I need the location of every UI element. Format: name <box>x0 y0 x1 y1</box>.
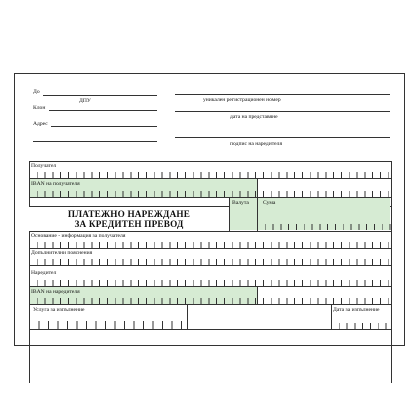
amount-char-boxes[interactable] <box>257 224 391 230</box>
submission-date-line[interactable] <box>175 111 390 112</box>
payer-label: Наредител <box>31 270 57 276</box>
rule <box>29 231 391 232</box>
rule <box>29 329 391 330</box>
form-title-line-1: ПЛАТЕЖНО НАРЕЖДАНЕ <box>67 209 191 219</box>
payer-signature-label: подпис на наредителя <box>230 141 283 147</box>
beneficiary-iban-label: IBAN на получателя <box>31 181 80 187</box>
submission-date-label: дата на представяне <box>230 114 278 120</box>
form-title <box>29 207 229 231</box>
rule <box>391 161 392 383</box>
branch-field-line[interactable] <box>49 110 157 111</box>
unique-reg-label: уникален регистрационен номер <box>203 97 281 103</box>
rule <box>29 161 391 162</box>
currency-label: Валута <box>232 200 249 206</box>
payer-iban-label: IBAN на наредителя <box>31 289 80 295</box>
reason-label: Основание - информация за получателя <box>31 233 126 239</box>
address-field-line-2[interactable] <box>33 141 157 142</box>
unique-reg-line[interactable] <box>175 94 390 95</box>
execution-service-label: Услуга за изпълнение <box>33 307 85 313</box>
amount-label: Сума <box>263 200 276 206</box>
bank-name-label: ДПУ <box>79 98 91 104</box>
address-field-line-1[interactable] <box>51 126 157 127</box>
to-label: До <box>33 89 40 95</box>
payment-order-form <box>14 73 405 346</box>
beneficiary-label: Получател <box>31 163 57 169</box>
execution-date-label: Дата за изпълнение <box>333 307 380 313</box>
rule <box>29 265 391 266</box>
rule <box>257 286 258 304</box>
form-title-line-2: ЗА КРЕДИТЕН ПРЕВОД <box>74 219 184 229</box>
payer-signature-line[interactable] <box>175 137 390 138</box>
address-label: Адрес <box>33 121 48 127</box>
execution-service-char-boxes[interactable] <box>29 321 187 329</box>
to-field-line[interactable] <box>43 95 157 96</box>
rule <box>187 304 188 329</box>
additional-label: Допълнителни пояснения <box>31 250 93 256</box>
rule <box>29 248 391 249</box>
rule <box>29 304 391 305</box>
branch-label: Клон <box>33 105 46 111</box>
rule <box>257 178 258 197</box>
